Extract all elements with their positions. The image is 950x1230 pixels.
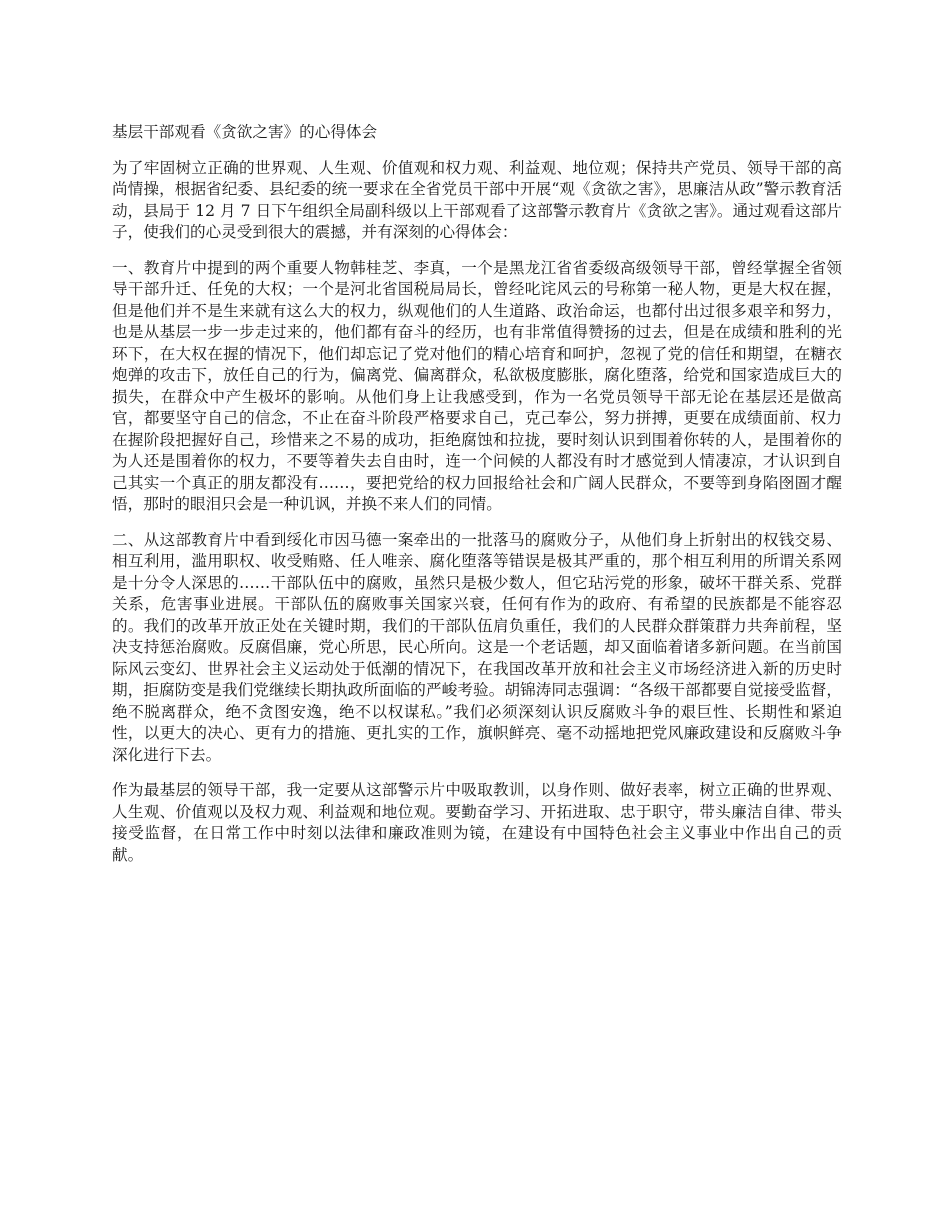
paragraph-section-one: 一、教育片中提到的两个重要人物韩桂芝、李真，一个是黑龙江省省委级高级领导干部，曾经掌握全省领导干部升迁、任免的大权；一个是河北省国税局局长，曾经叱诧风云的号称第一秘人物，更是大权在握，但是他们并不是生来就有这么大的权力，纵观他们的人生道路、政治命运，也都付出过很多艰辛和努力，也是从基层一步一步走过来的，他们都有奋斗的经历，也有非常值得赞扬的过去，但是在成绩和胜利的光环下，在大权在握的情况下，他们却忘记了党对他们的精心培育和呵护，忽视了党的信任和期望，在糖衣炮弹的攻击下，放任自己的行为，偏离党、偏离群众，私欲极度膨胀，腐化堕落，给党和国家造成巨大的损失，在群众中产生极坏的影响。从他们身上让我感受到，作为一名党员领导干部无论在基层还是做高官，都要坚守自己的信念，不止在奋斗阶段严格要求自己，克己奉公，努力拼搏，更要在成绩面前、权力在握阶段把握好自己，珍惜来之不易的成功，拒绝腐蚀和拉拢，要时刻认识到围着你转的人，是围着你的为人还是围着你的权力，不要等着失去自由时，连一个问候的人都没有时才感觉到人情凄凉，才认识到自己其实一个真正的朋友都没有……，要把党给的权力回报给社会和广阔人民群众，不要等到身陷囹圄才醒悟，那时的眼泪只会是一种讥讽，并换不来人们的同情。 xyxy=(112,258,842,513)
paragraph-conclusion: 作为最基层的领导干部，我一定要从这部警示片中吸取教训，以身作则、做好表率，树立正确的世界观、人生观、价值观以及权力观、利益观和地位观。要勤奋学习、开拓进取、忠于职守，带头廉洁自律、带头接受监督，在日常工作中时刻以法律和廉政准则为镜，在建设有中国特色社会主义事业中作出自己的贡献。 xyxy=(112,781,842,864)
paragraph-section-two: 二、从这部教育片中看到绥化市因马德一案牵出的一批落马的腐败分子，从他们身上折射出的权钱交易、相互利用，滥用职权、收受贿赂、任人唯亲、腐化堕落等错误是极其严重的，那个相互利用的所谓关系网是十分令人深思的……干部队伍中的腐败，虽然只是极少数人，但它玷污党的形象，破坏干群关系、党群关系，危害事业进展。干部队伍的腐败事关国家兴衰，任何有作为的政府、有希望的民族都是不能容忍的。我们的改革开放正处在关键时期，我们的干部队伍肩负重任，我们的人民群众群策群力共奔前程，坚决支持惩治腐败。反腐倡廉，党心所思，民心所向。这是一个老话题，却又面临着诸多新问题。在当前国际风云变幻、世界社会主义运动处于低潮的情况下，在我国改革开放和社会主义市场经济进入新的历史时期，拒腐防变是我们党继续长期执政所面临的严峻考验。胡锦涛同志强调：“各级干部都要自觉接受监督，绝不脱离群众，绝不贪图安逸，绝不以权谋私。”我们必须深刻认识反腐败斗争的艰巨性、长期性和紧迫性，以更大的决心、更有力的措施、更扎实的工作，旗帜鲜亮、毫不动摇地把党风廉政建设和反腐败斗争深化进行下去。 xyxy=(112,530,842,764)
document-title: 基层干部观看《贪欲之害》的心得体会 xyxy=(112,123,378,141)
paragraph-intro: 为了牢固树立正确的世界观、人生观、价值观和权力观、利益观、地位观；保持共产党员、领导干部的高尚情操，根据省纪委、县纪委的统一要求在全省党员干部中开展“观《贪欲之害》，思廉洁从政”警示教育活动，县局于 12 月 7 日下午组织全局副科级以上干部观看了这部警示教育片《贪欲之害》。通过观看这部片子，使我们的心灵受到很大的震撼，并有深刻的心得体会： xyxy=(112,158,842,241)
document-page xyxy=(112,122,842,880)
